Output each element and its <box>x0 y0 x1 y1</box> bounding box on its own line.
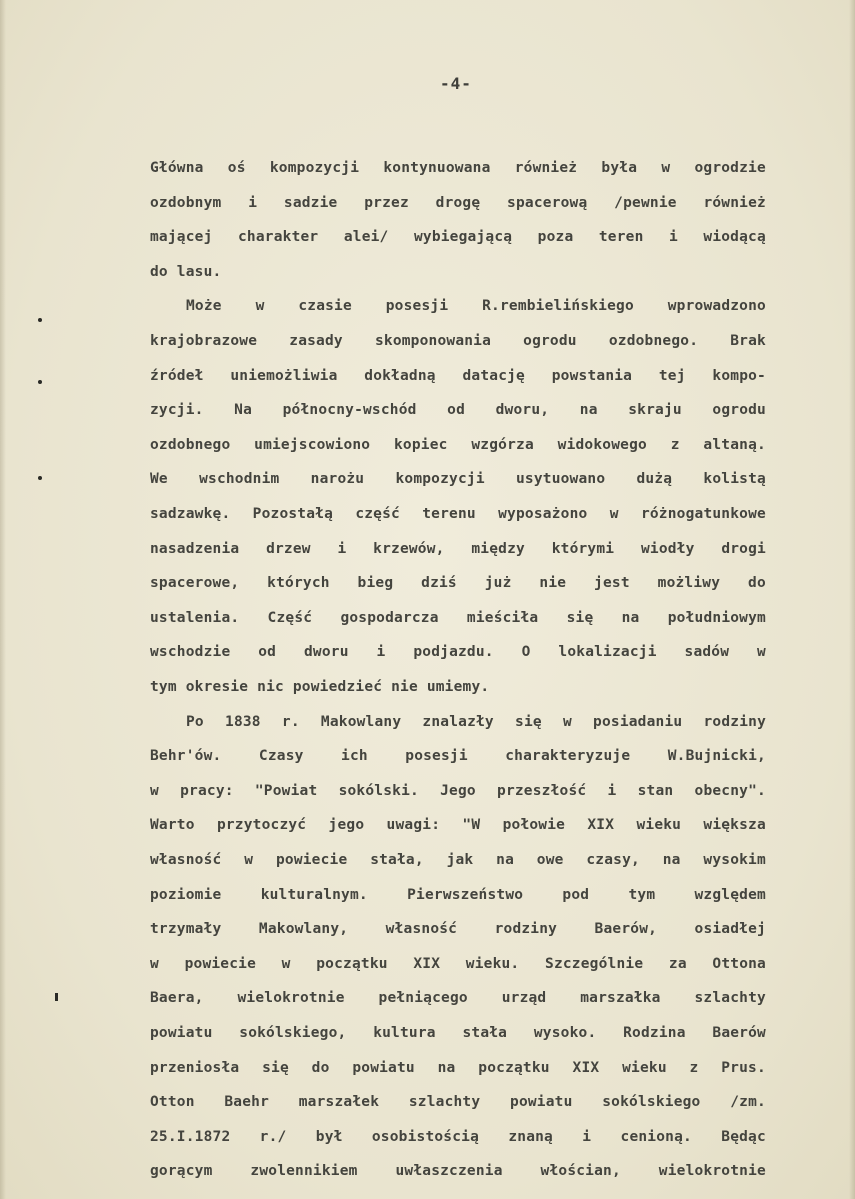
text-line: wschodzie od dworu i podjazdu. O lokalizacji sadów w <box>150 644 766 660</box>
text-line: tym okresie nic powiedzieć nie umiemy. <box>150 679 490 695</box>
text-line: Główna oś kompozycji kontynuowana również była w ogrodzie <box>150 160 766 176</box>
text-line: nasadzenia drzew i krzewów, między którymi wiodły drogi <box>150 541 766 557</box>
text-line: spacerowe, których bieg dziś już nie jest możliwy do <box>150 575 766 591</box>
text-line: 25.I.1872 r./ był osobistością znaną i cenioną. Będąc <box>150 1129 766 1145</box>
text-line: Po 1838 r. Makowlany znalazły się w posiadaniu rodziny <box>186 714 766 730</box>
text-line: do lasu. <box>150 264 222 280</box>
text-line: gorącym zwolennikiem uwłaszczenia włościan, wielokrotnie <box>150 1163 766 1179</box>
text-line: powiatu sokólskiego, kultura stała wysoko. Rodzina Baerów <box>150 1025 766 1041</box>
text-line: trzymały Makowlany, własność rodziny Baerów, osiadłej <box>150 921 766 937</box>
text-line: Warto przytoczyć jego uwagi: "W połowie XIX wieku większa <box>150 817 766 833</box>
margin-mark <box>55 993 58 1001</box>
text-line: ozdobnego umiejscowiono kopiec wzgórza widokowego z altaną. <box>150 437 766 453</box>
text-line: własność w powiecie stała, jak na owe czasy, na wysokim <box>150 852 766 868</box>
text-line: sadzawkę. Pozostałą część terenu wyposażono w różnogatunkowe <box>150 506 766 522</box>
text-line: poziomie kulturalnym. Pierwszeństwo pod tym względem <box>150 887 766 903</box>
text-line: zycji. Na północny-wschód od dworu, na skraju ogrodu <box>150 402 766 418</box>
text-line: Może w czasie posesji R.rembielińskiego wprowadzono <box>186 298 766 314</box>
text-line: w pracy: "Powiat sokólski. Jego przeszłość i stan obecny". <box>150 783 766 799</box>
text-line: We wschodnim narożu kompozycji usytuowano dużą kolistą <box>150 471 766 487</box>
margin-mark <box>38 380 42 384</box>
text-line: ozdobnym i sadzie przez drogę spacerową /pewnie również <box>150 195 766 211</box>
text-line: w powiecie w początku XIX wieku. Szczególnie za Ottona <box>150 956 766 972</box>
text-line: Behr'ów. Czasy ich posesji charakteryzuje W.Bujnicki, <box>150 748 766 764</box>
margin-mark <box>38 318 42 322</box>
scan-edge-right <box>849 0 855 1199</box>
text-line: mającej charakter alei/ wybiegającą poza teren i wiodącą <box>150 229 766 245</box>
text-line: przeniosła się do powiatu na początku XIX wieku z Prus. <box>150 1060 766 1076</box>
text-line: źródeł uniemożliwia dokładną datację powstania tej kompo- <box>150 368 766 384</box>
page-number: -4- <box>440 74 472 93</box>
text-line: Baera, wielokrotnie pełniącego urząd marszałka szlachty <box>150 990 766 1006</box>
text-line: Otton Baehr marszałek szlachty powiatu sokólskiego /zm. <box>150 1094 766 1110</box>
scan-edge-left <box>0 0 6 1199</box>
text-line: ustalenia. Część gospodarcza mieściła się na południowym <box>150 610 766 626</box>
text-line: krajobrazowe zasady skomponowania ogrodu ozdobnego. Brak <box>150 333 766 349</box>
margin-mark <box>38 476 42 480</box>
